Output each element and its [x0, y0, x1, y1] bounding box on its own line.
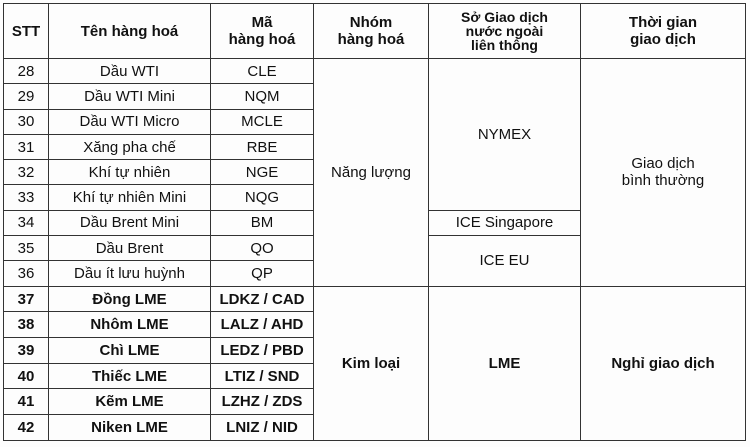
- header-group: Nhóm hàng hoá: [314, 4, 429, 59]
- cell-stt: 33: [4, 185, 49, 210]
- cell-group-energy: Năng lượng: [314, 59, 429, 287]
- header-stt: STT: [4, 4, 49, 59]
- cell-exchange-ice-eu: ICE EU: [429, 236, 581, 287]
- cell-stt: 38: [4, 312, 49, 338]
- cell-code: CLE: [211, 59, 314, 84]
- header-name: Tên hàng hoá: [49, 4, 211, 59]
- cell-group-metal: Kim loại: [314, 286, 429, 440]
- cell-code: LDKZ / CAD: [211, 286, 314, 312]
- cell-stt: 36: [4, 261, 49, 286]
- cell-code: LEDZ / PBD: [211, 338, 314, 364]
- cell-stt: 32: [4, 160, 49, 185]
- cell-code: NGE: [211, 160, 314, 185]
- cell-name: Niken LME: [49, 415, 211, 441]
- cell-stt: 42: [4, 415, 49, 441]
- cell-name: Nhôm LME: [49, 312, 211, 338]
- header-code: Mã hàng hoá: [211, 4, 314, 59]
- header-row: [4, 4, 746, 59]
- header-time: Thời gian giao dịch: [581, 4, 746, 59]
- cell-name: Dầu ít lưu huỳnh: [49, 261, 211, 286]
- cell-code: BM: [211, 210, 314, 235]
- cell-exchange-ice-singapore: ICE Singapore: [429, 210, 581, 235]
- cell-stt: 35: [4, 236, 49, 261]
- cell-stt: 40: [4, 363, 49, 389]
- cell-stt: 28: [4, 59, 49, 84]
- cell-name: Đồng LME: [49, 286, 211, 312]
- commodity-table: [3, 3, 746, 441]
- table-row: [4, 59, 746, 84]
- cell-code: RBE: [211, 134, 314, 159]
- cell-code: LNIZ / NID: [211, 415, 314, 441]
- cell-time-suspended: Nghỉ giao dịch: [581, 286, 746, 440]
- cell-name: Khí tự nhiên: [49, 160, 211, 185]
- cell-exchange-lme: LME: [429, 286, 581, 440]
- cell-name: Chì LME: [49, 338, 211, 364]
- cell-code: LZHZ / ZDS: [211, 389, 314, 415]
- cell-code: MCLE: [211, 109, 314, 134]
- cell-name: Xăng pha chế: [49, 134, 211, 159]
- cell-stt: 34: [4, 210, 49, 235]
- cell-stt: 30: [4, 109, 49, 134]
- cell-stt: 41: [4, 389, 49, 415]
- cell-code: QP: [211, 261, 314, 286]
- cell-stt: 31: [4, 134, 49, 159]
- cell-stt: 39: [4, 338, 49, 364]
- cell-name: Thiếc LME: [49, 363, 211, 389]
- table-row: [4, 286, 746, 312]
- cell-name: Dầu Brent Mini: [49, 210, 211, 235]
- cell-name: Khí tự nhiên Mini: [49, 185, 211, 210]
- header-exchange: Sở Giao dịch nước ngoài liên thông: [429, 4, 581, 59]
- cell-name: Dầu Brent: [49, 236, 211, 261]
- cell-code: NQM: [211, 84, 314, 109]
- cell-name: Dầu WTI: [49, 59, 211, 84]
- cell-stt: 29: [4, 84, 49, 109]
- cell-time-normal: Giao dịch bình thường: [581, 59, 746, 287]
- cell-exchange-nymex: NYMEX: [429, 59, 581, 211]
- cell-name: Kẽm LME: [49, 389, 211, 415]
- cell-name: Dầu WTI Mini: [49, 84, 211, 109]
- cell-code: QO: [211, 236, 314, 261]
- cell-stt: 37: [4, 286, 49, 312]
- cell-code: LALZ / AHD: [211, 312, 314, 338]
- cell-code: NQG: [211, 185, 314, 210]
- cell-name: Dầu WTI Micro: [49, 109, 211, 134]
- cell-code: LTIZ / SND: [211, 363, 314, 389]
